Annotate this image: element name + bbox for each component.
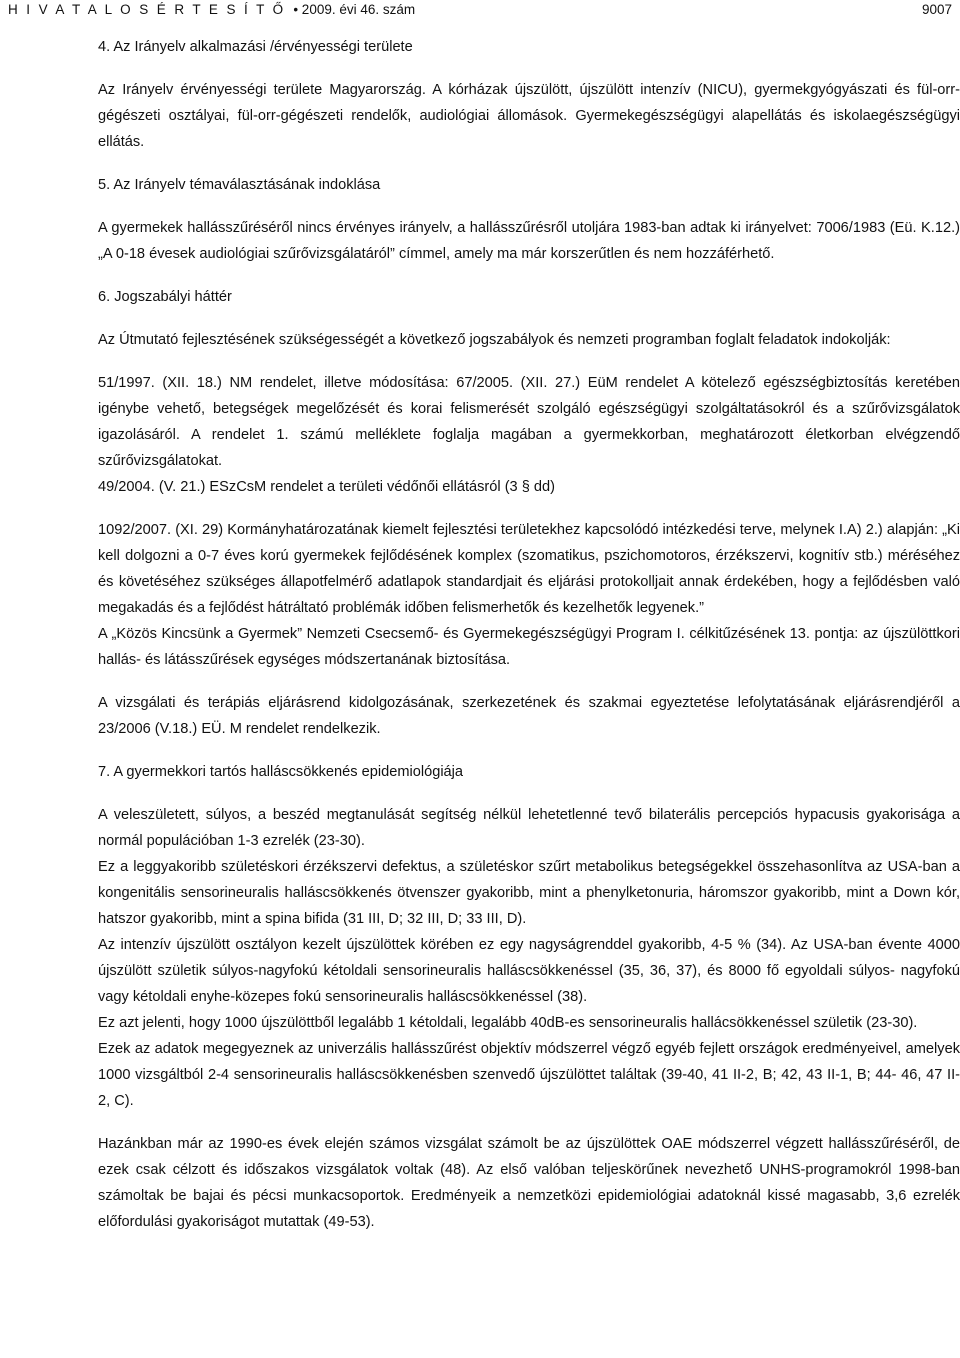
section-6-paragraph-2: 51/1997. (XII. 18.) NM rendelet, illetve módosítása: 67/2005. (XII. 27.) EüM rendelet A kötelező egészségbiztosítás keretében igénybe vehető, betegségek megelőzését és korai felismerését szolgáló egészségügyi szolgáltatásokról és a szűrővizsgálatok igazolásáról. A rendelet 1. számú melléklete foglalja magában a gyermekkorban, meghatározott életkorban elvégzendő szűrővizsgálatokat. <box>98 375 960 469</box>
section-6-paragraph-4: 1092/2007. (XI. 29) Kormányhatározatának kiemelt fejlesztési területekhez kapcsolódó intézkedési terve, melynek I.A) 2.) alapján: „Ki kell dolgozni a 0-7 éves korú gyermekek fejlődésének komplex (szomatikus, pszichomotoros, érzékszervi, kognitív stb.) méréséhez és követéséhez szükséges állapotfelmérő adatlapok standardjait és eljárási protokolljait annak érdekében, hogy a fejlődésben való megakadás és a fejlődést hátráltató problémák időben felismerhetők és kezelhetők legyenek.” <box>98 522 960 616</box>
issue-date: • 2009. évi 46. szám <box>293 2 416 17</box>
section-6-paragraph-5: A „Közös Kincsünk a Gyermek” Nemzeti Csecsemő- és Gyermekegészségügyi Program I. célkitűzésének 13. pontja: az újszülöttkori hallás- és látásszűrések egységes módszertanának biztosítása. <box>98 626 960 668</box>
section-7-paragraph-1: A veleszületett, súlyos, a beszéd megtanulását segítség nélkül lehetetlenné tevő bilaterális percepciós hypacusis gyakorisága a normál populációban 1-3 ezrelék (23-30). <box>98 807 960 849</box>
section-7-heading: 7. A gyermekkori tartós halláscsökkenés epidemiológiája <box>98 764 464 780</box>
section-7-paragraph-2: Ez a leggyakoribb születéskori érzékszervi defektus, a születéskor szűrt metabolikus betegségekkel összehasonlítva az USA-ban a kongenitális sensorineuralis halláscsökkenés ötvenszer gyakoribb, mint a phenylketonuria, háromszor gyakoribb, mint a Down kór, hatszor gyakoribb, mint a spina bifida (31 III, D; 32 III, D; 33 III, D). <box>98 859 960 927</box>
page-header <box>8 0 952 22</box>
section-4-heading: 4. Az Irányelv alkalmazási /érvényességi területe <box>98 39 413 55</box>
page-number: 9007 <box>921 2 952 17</box>
section-6-paragraph-1: Az Útmutató fejlesztésének szükségességét a következő jogszabályok és nemzeti programban foglalt feladatok indokolják: <box>98 332 891 348</box>
section-7-paragraph-4: Ez azt jelenti, hogy 1000 újszülöttből legalább 1 kétoldali, legalább 40dB-es sensorineuralis hallácsökkenéssel születik (23-30). <box>98 1015 918 1031</box>
section-5-paragraph: A gyermekek hallásszűréséről nincs érvényes irányelv, a hallásszűrésről utoljára 1983-ban adtak ki irányelvet: 7006/1983 (Eü. K.12.) „A 0-18 évesek audiológiai szűrővizsgálatáról” címmel, amely ma már korszerűtlen és nem hozzáférhető. <box>98 220 960 262</box>
section-4-paragraph: Az Irányelv érvényességi területe Magyarország. A kórházak újszülött, újszülött intenzív (NICU), gyermekgyógyászati és fül-orr-gégészeti osztályai, fül-orr-gégészeti rendelők, audiológiai állomások. Gyermekegészségügyi alapellátás és iskolaegészségügyi ellátás. <box>98 82 960 150</box>
section-7-paragraph-6: Hazánkban már az 1990-es évek elején számos vizsgálat számolt be az újszülöttek OAE módszerrel végzett hallásszűréséről, de ezek csak célzott és időszakos vizsgálatok voltak (48). Az első valóban teljeskörűnek nevezhető UNHS-programokról 1998-ban számoltak be bajai és pécsi munkacsoportok. Eredményeik a nemzetközi epidemiológiai adatoknál kissé magasabb, 3,6 ezrelék előfordulási gyakoriságot mutattak (49-53). <box>98 1136 960 1230</box>
running-head <box>8 0 415 20</box>
section-5-heading: 5. Az Irányelv témaválasztásának indoklása <box>98 177 381 193</box>
section-6-paragraph-3: 49/2004. (V. 21.) ESzCsM rendelet a területi védőnői ellátásról (3 § dd) <box>98 479 555 495</box>
publication-title: H I V A T A L O S É R T E S Í T Ő <box>8 2 286 17</box>
document-body <box>98 34 960 1235</box>
section-6-paragraph-6: A vizsgálati és terápiás eljárásrend kidolgozásának, szerkezetének és szakmai egyeztetése lefolytatásának eljárásrendjéről a 23/2006 (V.18.) EÜ. M rendelet rendelkezik. <box>98 695 960 737</box>
section-7-paragraph-3: Az intenzív újszülött osztályon kezelt újszülöttek körében ez egy nagyságrenddel gyakoribb, 4-5 % (34). Az USA-ban évente 4000 újszülött születik súlyos-nagyfokú kétoldali sensorineuralis halláscsökkenéssel (35, 36, 37), és 8000 fő egyoldali súlyos- nagyfokú vagy kétoldali enyhe-közepes fokú sensorineuralis halláscsökkenéssel (38). <box>98 937 960 1005</box>
section-7-paragraph-5: Ezek az adatok megegyeznek az univerzális hallásszűrést objektív módszerrel végző egyéb fejlett országok eredményeivel, amelyek 1000 vizsgáltból 2-4 sensorineuralis halláscsökkenésben szenvedő újszülöttet találtak (39-40, 41 II-2, B; 42, 43 II-1, B; 44- 46, 47 II-2, C). <box>98 1041 960 1109</box>
section-6-heading: 6. Jogszabályi háttér <box>98 289 232 305</box>
